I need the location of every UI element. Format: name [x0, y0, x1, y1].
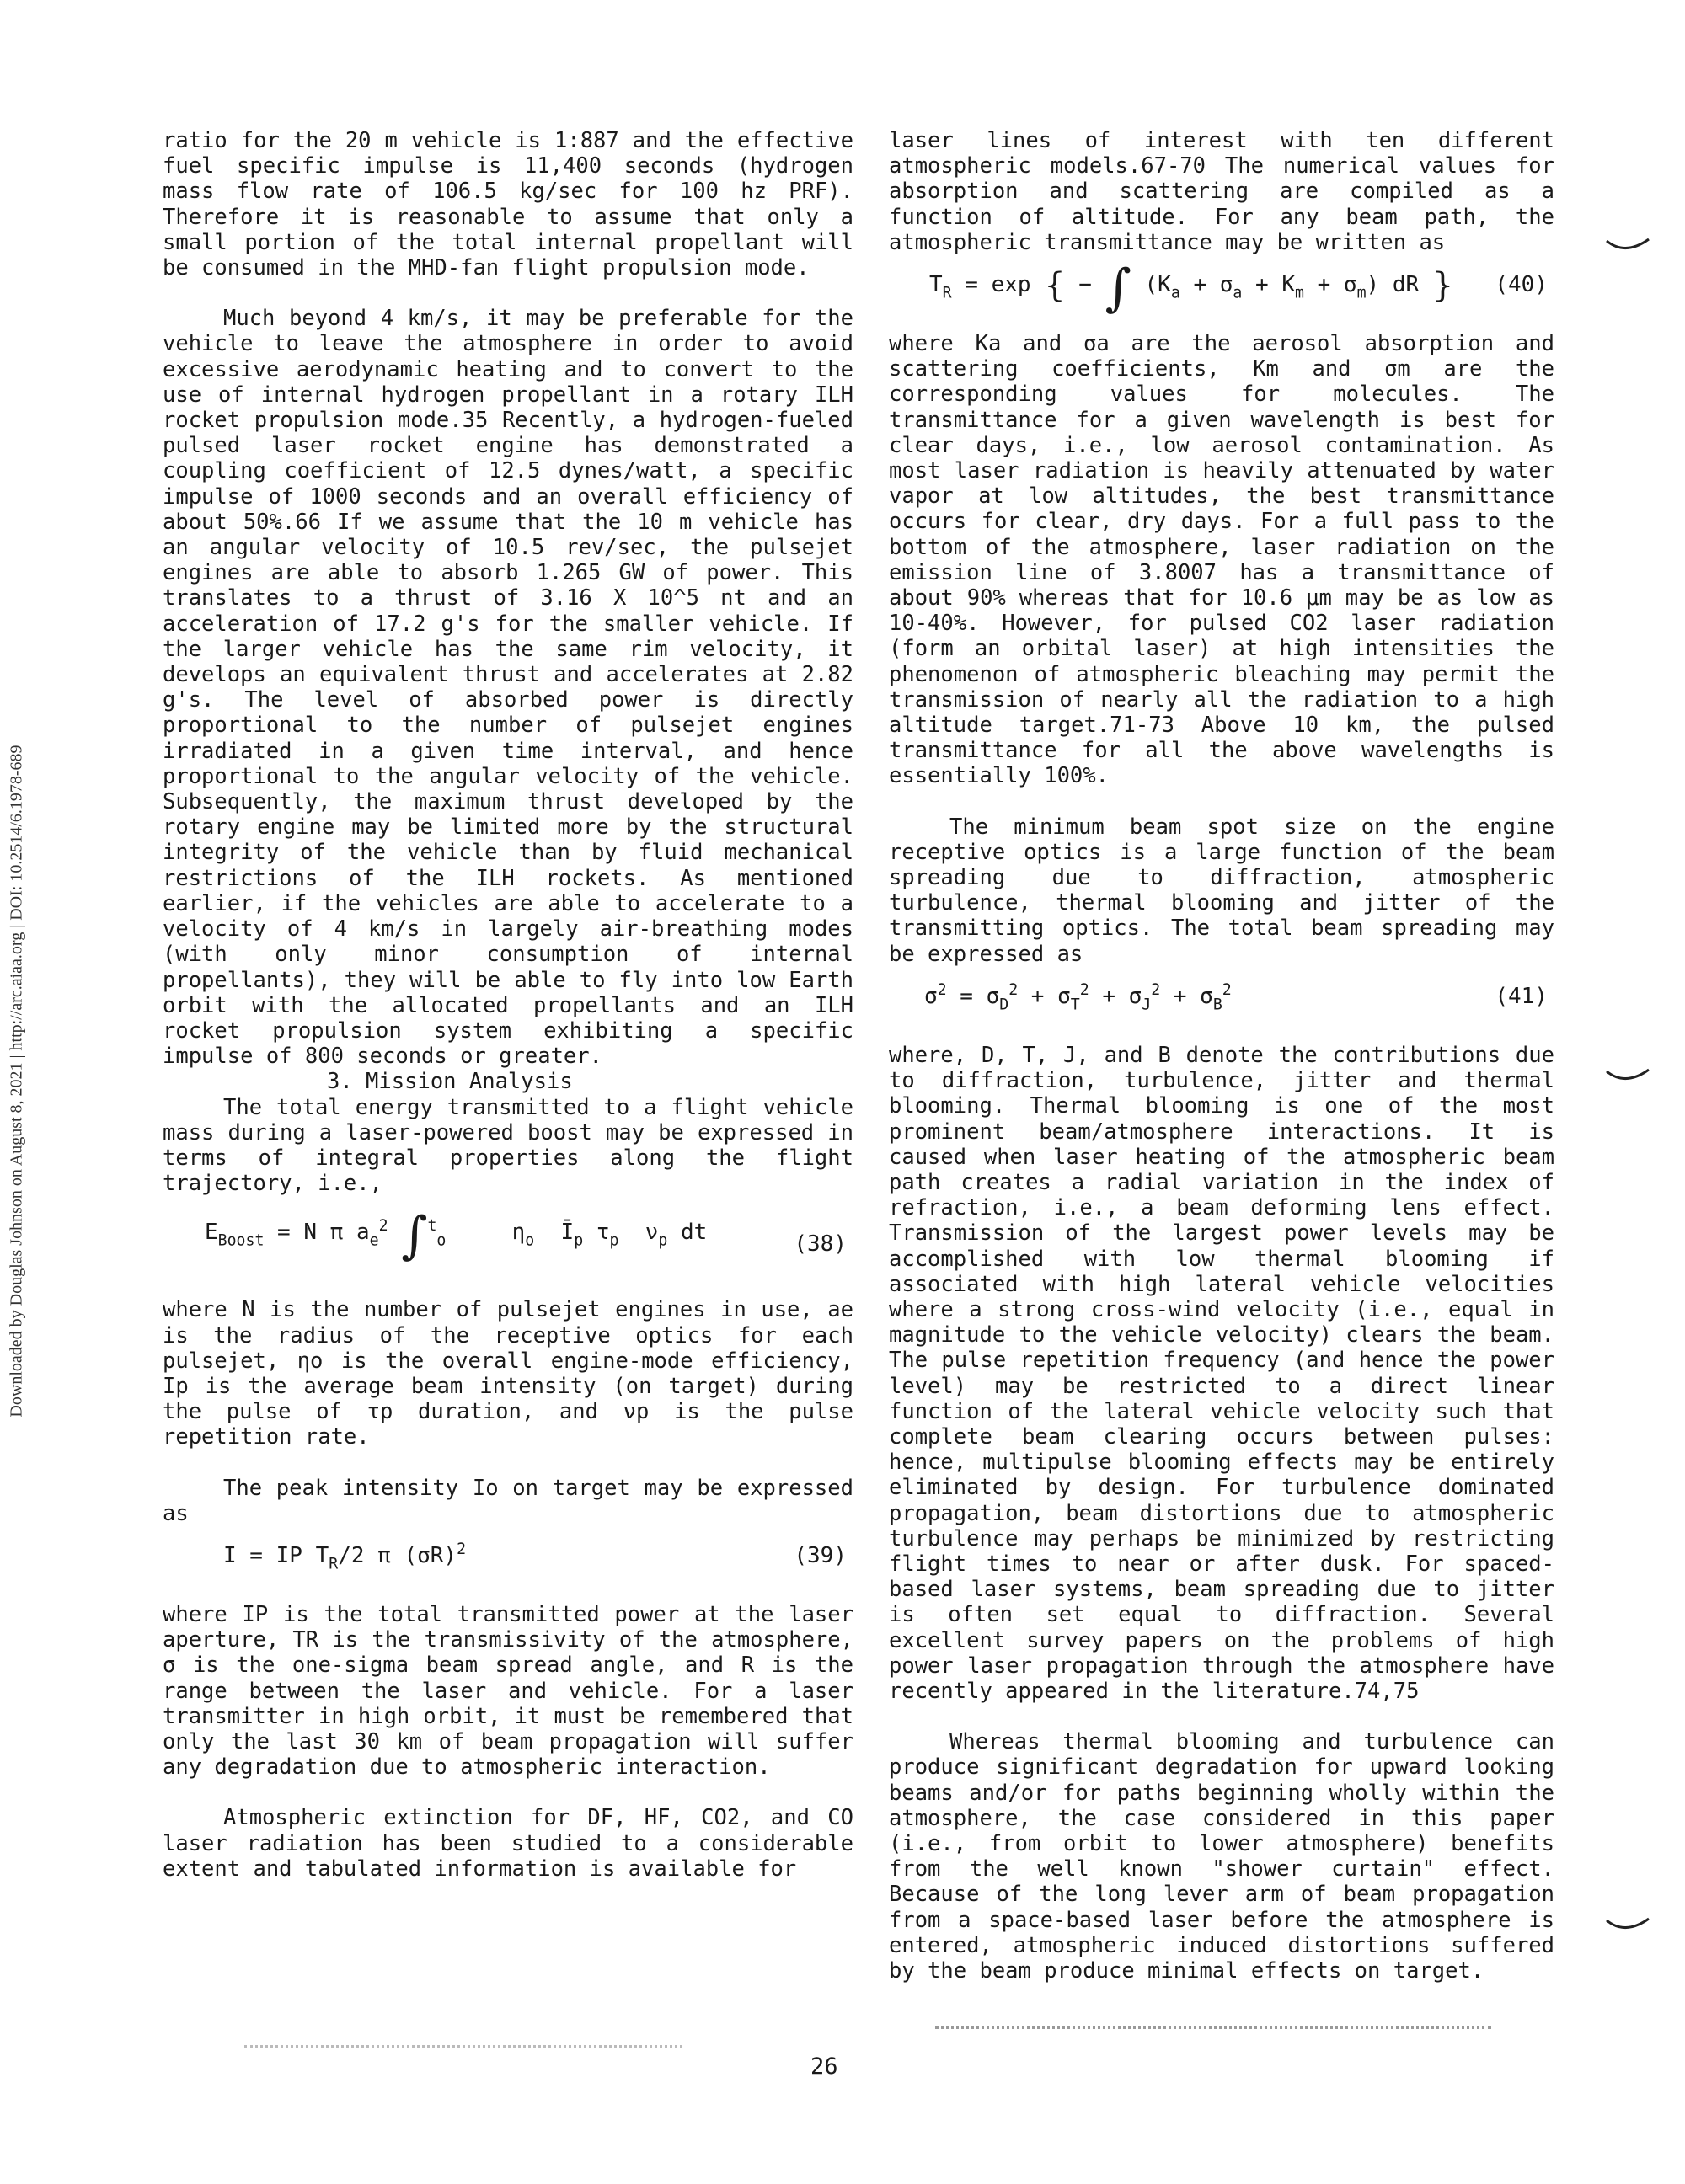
- right-column: [889, 128, 1554, 1984]
- equation-38: $E_{Boost} = N$ π $a_e^2$ ∫$^t_o$ $\eta_o$ $Ī_p$ $\tau_p$ $\nu_p$ dt (38): [205, 1206, 847, 1266]
- paragraph: where IP is the total transmitted power at the laser aperture, TR is the transmissivity of the atmosphere, σ is the one-sigma beam spread angle, and R is the range between the laser and vehicle. For a laser transmitter in high orbit, it must be remembered that only the last 30 km of beam propagation will suffer any degradation due to atmospheric interaction.: [163, 1601, 853, 1781]
- paragraph: where, D, T, J, and B denote the contributions due to diffraction, turbulence, jitter and thermal blooming. Thermal blooming is one of the most prominent beam/atmosphere interactions. It is caused when laser heating of the atmospheric beam path creates a radial variation in the index of refraction, i.e., a beam deforming lens effect. Transmission of the largest power levels may be accomplished with low thermal blooming if associated with high lateral vehicle velocities where a strong cross-wind velocity (i.e., equal in magnitude to the vehicle velocity) clears the beam. The pulse repetition frequency (and hence the power level) may be restricted to a direct linear function of the lateral vehicle velocity such that complete beam clearing occurs between pulses: hence, multipulse blooming effects may be entirely eliminated by design. For turbulence dominated propagation, beam distortions due to atmospheric turbulence may perhaps be minimized by restricting flight times to near or after dusk. For spaced-based laser systems, beam spreading due to jitter is often set equal to diffraction. Several excellent survey papers on the problems of high power laser propagation through the atmosphere have recently appeared in the literature.74,75: [889, 1042, 1554, 1704]
- paragraph: laser lines of interest with ten different atmospheric models.67-70 The numerical values for absorption and scattering are compiled as a function of altitude. For any beam path, the atmospheric transmittance may be written as: [889, 128, 1554, 255]
- paragraph: The peak intensity Io on target may be expressed as: [163, 1475, 853, 1526]
- left-column: [163, 128, 853, 1882]
- download-watermark: Downloaded by Douglas Johnson on August 8, 2021 | http://arc.aiaa.org | DOI: 10.2514/6.1978-689: [7, 745, 26, 1418]
- paragraph: The total energy transmitted to a flight vehicle mass during a laser-powered boost may be expressed in terms of integral properties along the flight trajectory, i.e.,: [163, 1094, 853, 1197]
- page-number: 26: [810, 2053, 838, 2080]
- scan-dotted-line: [935, 2023, 1491, 2029]
- margin-mark: [1605, 1068, 1650, 1085]
- section-heading: 3. Mission Analysis: [327, 1069, 573, 1095]
- equation-number: (40): [1495, 272, 1548, 298]
- equation-41: $\sigma^2 = \sigma_D^2 + \sigma_T^2 + \sigma_J^2 + \sigma_B^2$ (41): [924, 980, 1548, 1014]
- equation-40: $T_R = \exp$ { − ∫ $(K_a + \sigma_a + K_m + \sigma_m)$ dR } (40): [929, 259, 1548, 318]
- paragraph: Whereas thermal blooming and turbulence can produce significant degradation for upward looking beams and/or for paths beginning wholly within the atmosphere, the case considered in this paper (i.e., from orbit to lower atmosphere) benefits from the well known "shower curtain" effect. Because of the long lever arm of beam propagation from a space-based laser before the atmosphere is entered, atmospheric induced distortions suffered by the beam produce minimal effects on target.: [889, 1729, 1554, 1984]
- equation-39: I = IP $T_R/2$ π $(\sigma R)^2$ (39): [223, 1540, 847, 1573]
- margin-mark: [1605, 238, 1650, 254]
- paragraph: Atmospheric extinction for DF, HF, CO2, and CO laser radiation has been studied to a considerable extent and tabulated information is available for: [163, 1805, 853, 1882]
- scan-dotted-line: [244, 2042, 682, 2048]
- paragraph: ratio for the 20 m vehicle is 1:887 and the effective fuel specific impulse is 11,400 seconds (hydrogen mass flow rate of 106.5 kg/sec for 100 hz PRF). Therefore it is reasonable to assume that only a small portion of the total internal propellant will be consumed in the MHD-fan flight propulsion mode.: [163, 128, 853, 281]
- paragraph: where Ka and σa are the aerosol absorption and scattering coefficients, Km and σm are the corresponding values for molecules. The transmittance for a given wavelength is best for clear days, i.e., low aerosol contamination. As most laser radiation is heavily attenuated by water vapor at low altitudes, the best transmittance occurs for clear, dry days. For a full pass to the bottom of the atmosphere, laser radiation on the emission line of 3.8007 has a transmittance of about 90% whereas that for 10.6 μm may be as low as 10-40%. However, for pulsed CO2 laser radiation (form an orbital laser) at high intensities the phenomenon of atmospheric bleaching may permit the transmission of nearly all the radiation to a high altitude target.71-73 Above 10 km, the pulsed transmittance for all the above wavelengths is essentially 100%.: [889, 331, 1554, 789]
- margin-mark: [1605, 1917, 1650, 1934]
- equation-number: (38): [794, 1231, 847, 1258]
- equation-number: (39): [794, 1542, 847, 1568]
- equation-number: (41): [1495, 983, 1548, 1009]
- paragraph: where N is the number of pulsejet engines in use, ae is the radius of the receptive optics for each pulsejet, ηo is the overall engine-mode efficiency, Ip is the average beam intensity (on target) during the pulse of τp duration, and νp is the pulse repetition rate.: [163, 1297, 853, 1450]
- paragraph: Much beyond 4 km/s, it may be preferable for the vehicle to leave the atmosphere in order to avoid excessive aerodynamic heating and to convert to the use of internal hydrogen propellant in a rotary ILH rocket propulsion mode.35 Recently, a hydrogen-fueled pulsed laser rocket engine has demonstrated a coupling coefficient of 12.5 dynes/watt, a specific impulse of 1000 seconds and an overall efficiency of about 50%.66 If we assume that the 10 m vehicle has an angular velocity of 10.5 rev/sec, the pulsejet engines are able to absorb 1.265 GW of power. This translates to a thrust of 3.16 X 10^5 nt and an acceleration of 17.2 g's for the smaller vehicle. If the larger vehicle has the same rim velocity, it develops an equivalent thrust and accelerates at 2.82 g's. The level of absorbed power is directly proportional to the number of pulsejet engines irradiated in a given time interval, and hence proportional to the angular velocity of the vehicle. Subsequently, the maximum thrust developed by the rotary engine may be limited more by the structural integrity of the vehicle than by fluid mechanical restrictions of the ILH rockets. As mentioned earlier, if the vehicles are able to accelerate to a velocity of 4 km/s in largely air-breathing modes (with only minor consumption of internal propellants), they will be able to fly into low Earth orbit with the allocated propellants and an ILH rocket propulsion system exhibiting a specific impulse of 800 seconds or greater.: [163, 306, 853, 1070]
- paragraph: The minimum beam spot size on the engine receptive optics is a large function of the beam spreading due to diffraction, atmospheric turbulence, thermal blooming and jitter of the transmitting optics. The total beam spreading may be expressed as: [889, 814, 1554, 967]
